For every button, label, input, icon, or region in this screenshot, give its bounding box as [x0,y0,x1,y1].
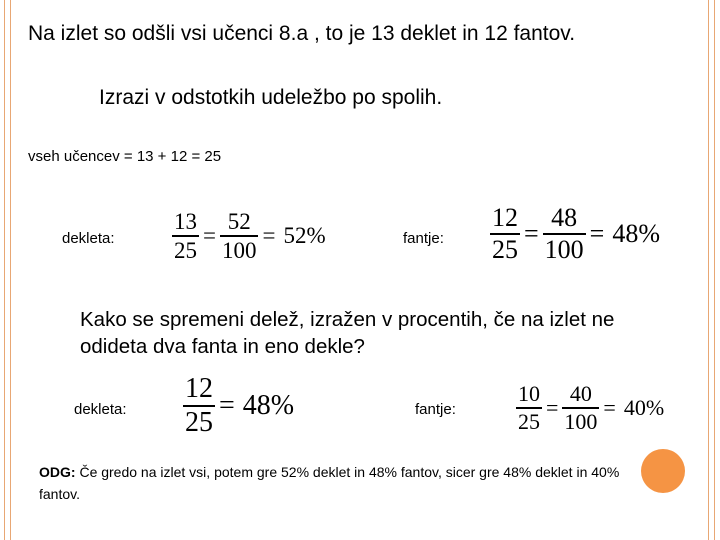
decorative-circle [641,449,685,493]
percent-value: 48% [242,389,295,421]
equals-sign: = [546,394,559,420]
numerator: 52 [227,209,251,234]
numerator: 40 [569,381,592,406]
numerator: 12 [185,373,213,404]
equals-sign: = [589,218,605,248]
denominator: 100 [221,237,257,263]
numerator: 10 [518,381,540,406]
boys-equation-2 [516,383,668,433]
equals-sign: = [262,223,276,249]
numerator: 13 [174,209,197,234]
equals-sign: = [524,218,539,248]
numerator: 12 [492,203,518,232]
slide-border-right [708,0,709,540]
percent-value: 48% [612,218,661,248]
fraction [490,205,520,263]
girls-label-1: dekleta: [62,230,115,247]
answer-body: Če gredo na izlet vsi, potem gre 52% deklet in 48% fantov, sicer gre 48% deklet in 40% fantov. [39,464,620,502]
denominator: 100 [544,234,584,264]
fraction-bar [220,235,259,237]
fraction [562,383,599,433]
numerator: 48 [551,203,578,232]
fraction-bar [172,235,199,237]
fraction [220,210,259,262]
question-text: Kako se spremeni delež, izražen v procentih, če na izlet ne odideta dva fanta in eno dekle? [80,308,615,358]
equals-sign: = [203,223,216,249]
denominator: 25 [492,234,518,264]
girls-equation-2 [183,375,298,437]
slide-border-left [4,0,5,540]
denominator: 25 [518,408,540,434]
equals-sign: = [219,389,235,421]
slide-title: Na izlet so odšli vsi učenci 8.a , to je 13 deklet in 12 fantov. [28,22,576,45]
fraction [516,383,542,433]
answer-prefix: ODG: [39,464,76,480]
denominator: 25 [174,237,197,263]
girls-label-2: dekleta: [74,401,127,418]
boys-label-1: fantje: [403,230,444,247]
slide-border-left-inner [10,0,11,540]
denominator: 25 [185,406,213,438]
slide-subtitle: Izrazi v odstotkih udeležbo po spolih. [99,86,443,109]
fraction [183,375,215,437]
denominator: 100 [564,408,598,434]
slide-border-right-inner [714,0,715,540]
answer-text [39,461,639,505]
boys-equation-1 [490,205,664,263]
equals-sign: = [603,394,616,420]
boys-label-2: fantje: [415,401,456,418]
girls-equation-1 [172,210,330,262]
total-students-line: vseh učencev = 13 + 12 = 25 [28,148,222,165]
percent-value: 40% [623,394,665,420]
percent-value: 52% [283,223,326,249]
fraction [543,205,586,263]
fraction [172,210,199,262]
